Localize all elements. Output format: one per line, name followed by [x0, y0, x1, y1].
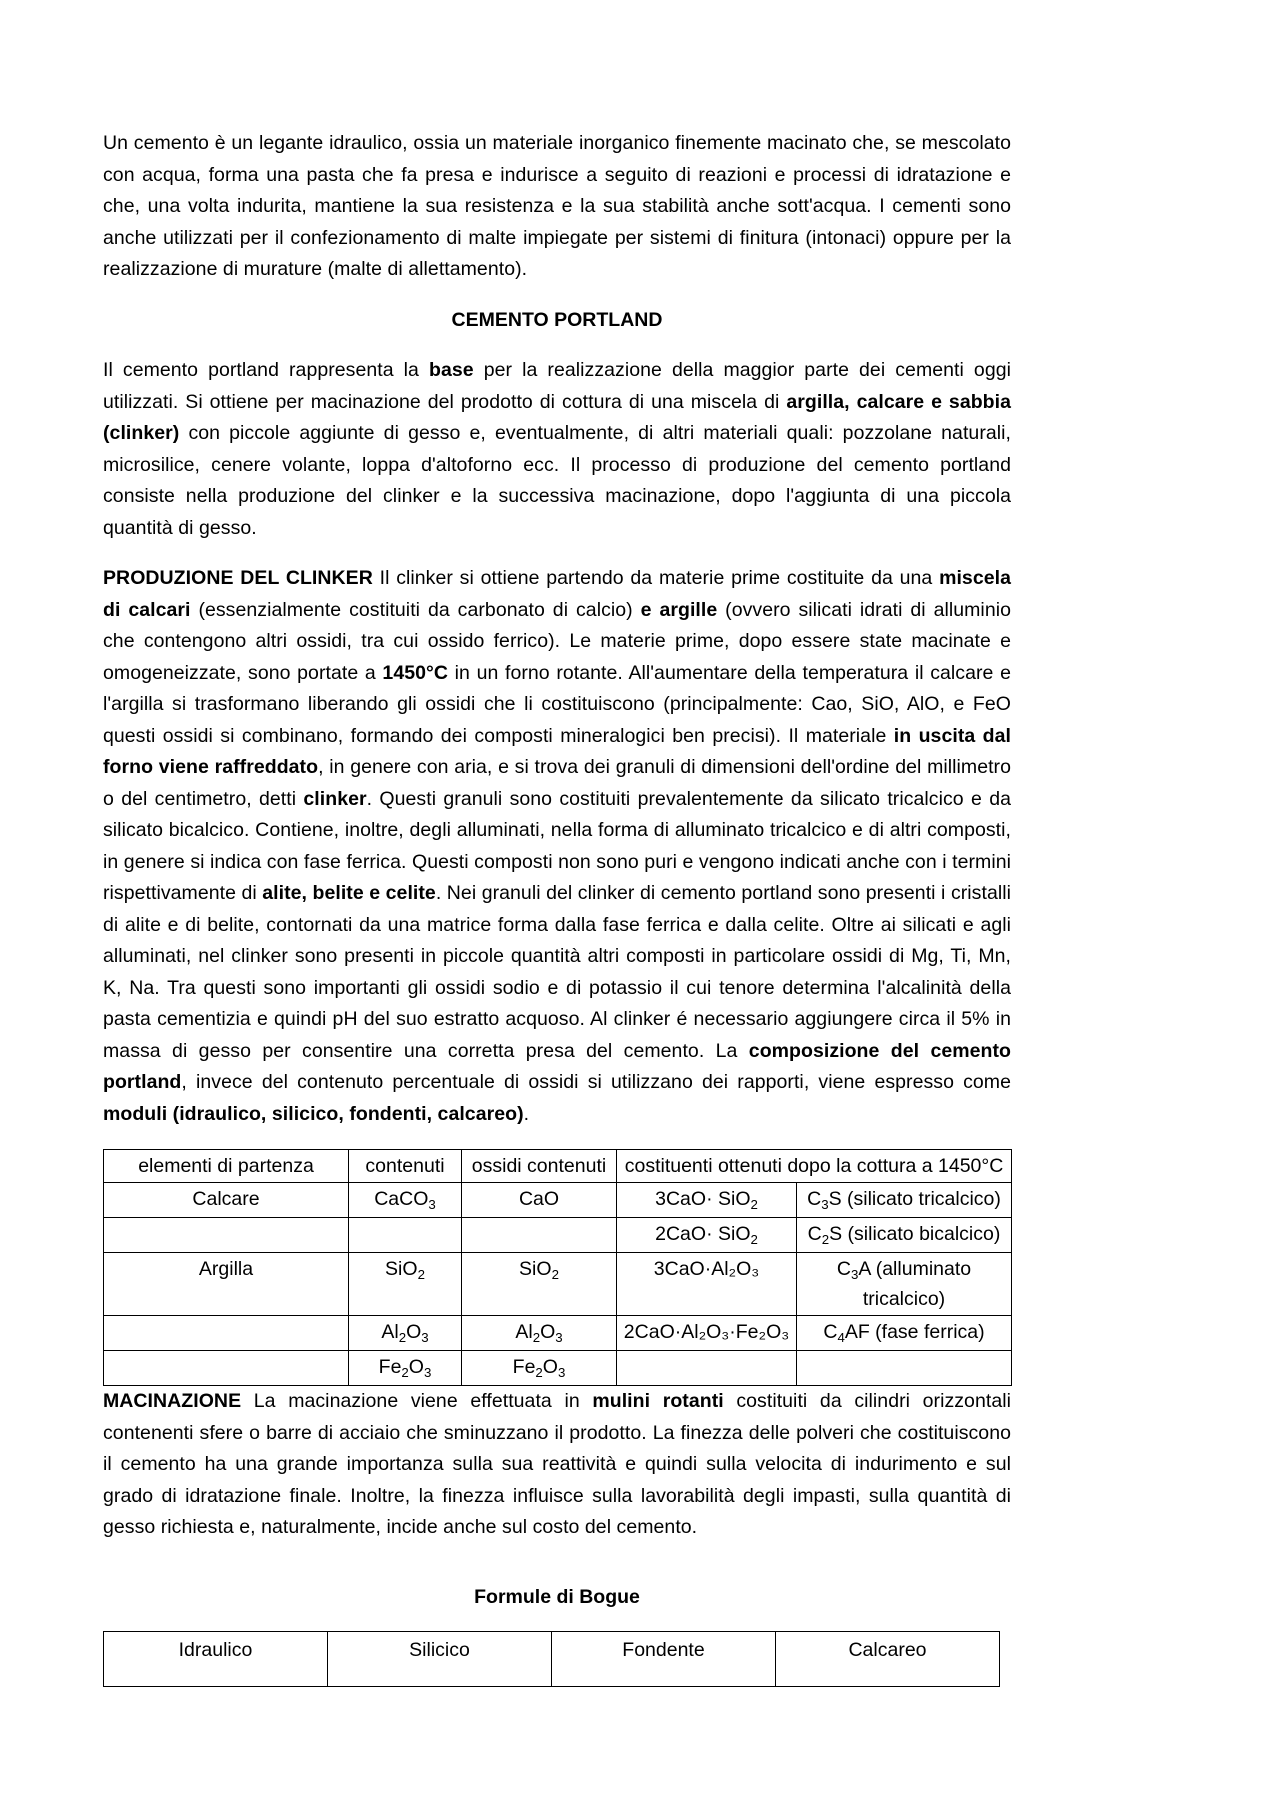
clinker-text-8: , invece del contenuto percentuale di ossidi si utilizzano dei rapporti, viene espresso come: [181, 1071, 1011, 1093]
formula-main: Fe: [512, 1356, 536, 1378]
formula-main: SiO: [385, 1258, 418, 1280]
section-heading-cemento-portland: CEMENTO PORTLAND: [451, 308, 663, 331]
cell-ossido: [462, 1253, 617, 1316]
clinker-text-1: Il clinker si ottiene partendo da materie prime costituite da una: [372, 567, 940, 589]
sigla-rest: AF (fase ferrica): [844, 1321, 985, 1343]
cell-sigla: [797, 1183, 1012, 1218]
portland-paragraph: [103, 355, 1011, 544]
macinazione-paragraph: [103, 1386, 1011, 1544]
cell-contenuto: $Fe_2O_3$: [349, 1351, 462, 1386]
formula-main: 3CaO· SiO: [655, 1188, 751, 1210]
table-row: [104, 1351, 1012, 1386]
document-content: [103, 128, 1011, 1687]
cell-elemento: Calcare: [104, 1183, 349, 1218]
bogue-cell-idraulico: Idraulico: [104, 1632, 328, 1687]
sigla-rest: S (silicato tricalcico): [828, 1188, 1001, 1210]
bogue-cell-silicico: Silicico: [328, 1632, 552, 1687]
table-header-row: [104, 1150, 1012, 1183]
table-header-ossidi: ossidi contenuti: [462, 1150, 617, 1183]
clinker-heading-inline: PRODUZIONE DEL CLINKER: [103, 567, 373, 589]
cell-costituente: [617, 1183, 797, 1218]
sigla-rest: A (alluminato tricalcico): [858, 1258, 972, 1310]
macinazione-text-2: costituiti da cilindri orizzontali contenenti sfere o barre di acciaio che sminuzzano il prodotto. La finezza delle polveri che costituiscono il cemento ha una grande importanza sulla sua reattività e quindi sulla velocita di indurimento e sul grado di idratazione finale. Inoltre, la finezza influisce sulla lavorabilità degli impasti, sulla quantità di gesso richiesta e, naturalmente, incide anche sul costo del cemento.: [103, 1390, 1011, 1538]
macinazione-heading-inline: MACINAZIONE: [103, 1390, 242, 1412]
portland-bold-clinker: argilla, calcare e sabbia (clinker): [103, 390, 1012, 444]
portland-text-3: con piccole aggiunte di gesso e, eventualmente, di altri materiali quali: pozzolane naturali, microsilice, cenere volante, loppa d'altoforno ecc. Il processo di produzione del cemento portland consiste nella produzione del clinker e la successiva macinazione, dopo l'aggiunta di una piccola quantità di gesso.: [103, 422, 1011, 539]
bogue-cell-calcareo: Calcareo: [776, 1632, 1000, 1687]
clinker-bold-argille: e argille: [640, 598, 718, 621]
clinker-text-3: (ovvero silicati idrati di alluminio che contengono altri ossidi, tra cui ossido ferrico). Le materie prime, dopo essere state macinate e omogeneizzate, sono portate a: [103, 598, 1011, 684]
table-row: [104, 1218, 1012, 1253]
clinker-bold-miscela: miscela di calcari: [103, 567, 1011, 621]
cell-contenuto: [349, 1218, 462, 1253]
sigla-main: C: [823, 1321, 838, 1343]
formula-main: CaO: [518, 1188, 560, 1210]
formula-sub: 3: [428, 1196, 436, 1212]
formula-main: 2CaO· SiO: [655, 1223, 751, 1245]
table-header-elementi: elementi di partenza: [104, 1150, 349, 1183]
cell-ossido: [462, 1218, 617, 1253]
cell-ossido: $Fe_2O_3$: [462, 1351, 617, 1386]
cell-costituente: [617, 1316, 797, 1351]
clinker-bold-moduli: moduli (idraulico, silicico, fondenti, calcareo): [103, 1102, 524, 1125]
cell-contenuto: $Al_2O_3$: [349, 1316, 462, 1351]
cell-elemento: Argilla: [104, 1253, 349, 1316]
table-header-contenuti: contenuti: [349, 1150, 462, 1183]
bogue-formulas-table: [103, 1631, 1000, 1687]
cell-sigla: [797, 1351, 1012, 1386]
bogue-heading: Formule di Bogue: [474, 1585, 640, 1608]
clinker-bold-clinker: clinker: [303, 787, 367, 810]
portland-text-2: per la realizzazione della maggior parte dei cementi oggi utilizzati. Si ottiene per macinazione del prodotto di cottura di una miscela di: [103, 359, 1011, 413]
clinker-text-4: in un forno rotante. All'aumentare della temperatura il calcare e l'argilla si trasformano liberando gli ossidi che li costituiscono (principalmente: Cao, SiO, AlO, e FeO questi ossidi si combinano, formando dei composti mineralogici ben precisi). Il materiale: [103, 661, 1011, 747]
sigla-sub: 3: [821, 1196, 829, 1212]
cell-sigla: [797, 1253, 1012, 1316]
formula-sub: 2: [532, 1329, 541, 1345]
bogue-cell-fondente: Fondente: [552, 1632, 776, 1687]
formula-sub: 2: [750, 1231, 758, 1247]
table-header-costituenti: costituenti ottenuti dopo la cottura a 1450°C: [617, 1150, 1012, 1183]
clinker-text-6: . Questi granuli sono costituiti prevalentemente da silicato tricalcico e da silicato bicalcico. Contiene, inoltre, degli alluminati, nella forma di alluminato tricalcico e di altri composti, in genere si indica con fase ferrica. Questi composti non sono puri e vengono indicati anche con i termini rispettivamente di: [103, 787, 1011, 904]
sigla-main: C: [807, 1223, 822, 1245]
macinazione-bold-mulini: mulini rotanti: [592, 1390, 724, 1412]
table-row: [104, 1183, 1012, 1218]
cell-sigla: [797, 1218, 1012, 1253]
sigla-sub: 3: [851, 1266, 859, 1282]
cell-costituente: [617, 1218, 797, 1253]
formula-full: 3CaO·Al₂O₃: [653, 1258, 760, 1280]
formula-sub: 2: [750, 1196, 758, 1212]
clinker-bold-composizione: composizione del cemento portland: [103, 1039, 1011, 1093]
sigla-main: C: [836, 1258, 851, 1280]
clinker-text-7: . Nei granuli del clinker di cemento portland sono presenti i cristalli di alite e di belite, contornati da una matrice forma dalla fase ferrica e dalla celite. Oltre ai silicati e agli alluminati, nel clinker sono presenti in piccole quantità altri composti in particolare ossidi di Mg, Ti, Mn, K, Na. Tra questi sono importanti gli ossidi sodio e di potassio il cui tenore determina l'alcalinità della pasta cementizia e quindi pH del suo estratto acquoso. Al clinker é necessario aggiungere circa il 5% in massa di gesso per consentire una corretta presa del cemento. La: [103, 882, 1011, 1062]
cell-ossido: [462, 1183, 617, 1218]
portland-text-1: Il cemento portland rappresenta la: [103, 359, 430, 381]
clinker-paragraph: [103, 563, 1011, 1130]
clinker-bold-alite: alite, belite e celite: [262, 882, 436, 904]
formula-main: Al: [381, 1321, 399, 1343]
formula-main: CaCO: [374, 1188, 429, 1210]
clinker-text-9: .: [523, 1102, 530, 1125]
cell-elemento: [104, 1316, 349, 1351]
formula-sub: 2: [417, 1266, 425, 1282]
cell-costituente: [617, 1253, 797, 1316]
table-row: [104, 1632, 1000, 1687]
cell-elemento: [104, 1218, 349, 1253]
cell-costituente: [617, 1351, 797, 1386]
sigla-sub: 4: [837, 1329, 845, 1345]
intro-paragraph: Un cemento è un legante idraulico, ossia un materiale inorganico finemente macinato che, se mescolato con acqua, forma una pasta che fa presa e indurisce a seguito di reazioni e processi di idratazione e che, una volta indurita, mantiene la sua resistenza e la sua stabilità anche sott'acqua. I cementi sono anche utilizzati per il confezionamento di malte impiegate per sistemi di finitura (intonaci) oppure per la realizzazione di murature (malte di allettamento).: [103, 132, 1011, 280]
formula-sub: 2: [398, 1329, 407, 1345]
sigla-main: C: [807, 1188, 822, 1210]
clinker-text-2: (essenzialmente costituiti da carbonato di calcio): [190, 598, 641, 621]
formula-main: Al: [515, 1321, 533, 1343]
clinker-bold-raffreddato: in uscita dal forno viene raffreddato: [103, 724, 1011, 778]
clinker-bold-temperature: 1450°C: [382, 661, 448, 684]
cell-sigla: [797, 1316, 1012, 1351]
sigla-sub: 2: [821, 1231, 830, 1247]
cell-contenuto: [349, 1253, 462, 1316]
portland-bold-base: base: [429, 359, 474, 381]
formula-sub: 2: [551, 1266, 559, 1282]
sigla-rest: S (silicato bicalcico): [829, 1223, 1001, 1245]
formula-main: Fe: [378, 1356, 402, 1378]
table-row: [104, 1316, 1012, 1351]
cell-ossido: $Al_2O_3$: [462, 1316, 617, 1351]
cell-elemento: [104, 1351, 349, 1386]
formula-full: 2CaO·Al₂O₃·Fe₂O₃: [623, 1321, 790, 1343]
table-row: [104, 1253, 1012, 1316]
clinker-composition-table: [103, 1149, 1012, 1386]
macinazione-text-1: La macinazione viene effettuata in: [241, 1390, 593, 1412]
cell-contenuto: [349, 1183, 462, 1218]
formula-sub: 2: [401, 1364, 409, 1380]
formula-main: SiO: [519, 1258, 552, 1280]
formula-sub: 2: [535, 1364, 543, 1380]
clinker-text-5: , in genere con aria, e si trova dei granuli di dimensioni dell'ordine del millimetro o del centimetro, detti: [103, 756, 1012, 810]
